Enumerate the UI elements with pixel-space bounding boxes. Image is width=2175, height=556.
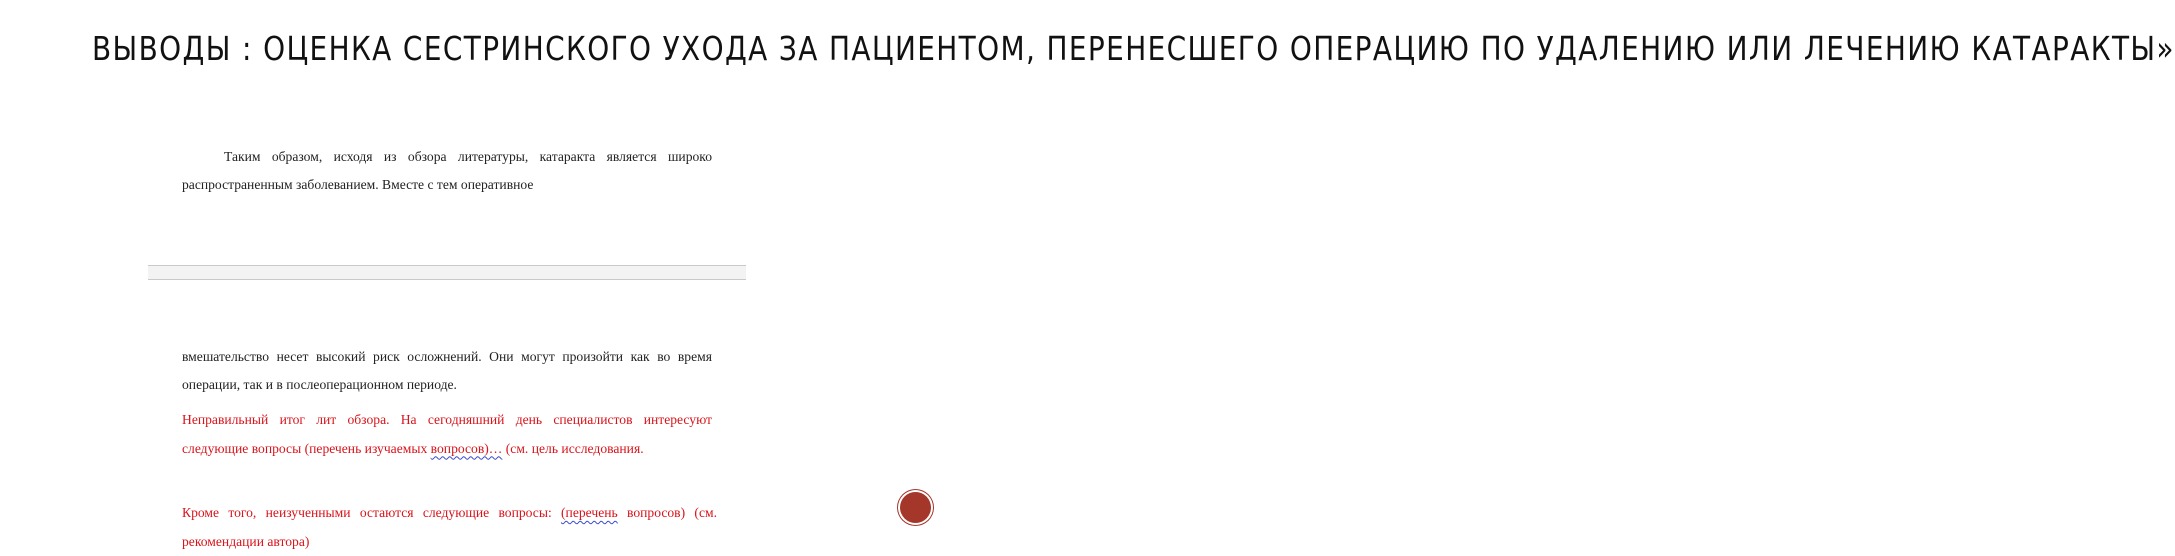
spellcheck-marked-text: (перечень [561, 505, 618, 520]
page-break-separator [148, 265, 746, 280]
document-paragraph-complications [182, 343, 712, 399]
paragraph-text: (см. цель исследования. [502, 440, 644, 456]
document-paragraph-conclusion [182, 143, 712, 199]
paragraph-text: Таким образом, исходя из обзора литературы, катаракта является широко распространенным заболеванием. Вместе с тем оперативное [182, 149, 712, 192]
slide-number-badge [900, 492, 931, 523]
review-comment-paragraph [182, 406, 712, 463]
paragraph-text: Неправильный итог лит обзора. На сегодняшний день специалистов интересуют следующие вопросы (перечень изучаемых [182, 412, 712, 456]
paragraph-text: Кроме того, неизученными остаются следующие вопросы: [182, 505, 562, 520]
slide-title: ВЫВОДЫ : ОЦЕНКА СЕСТРИНСКОГО УХОДА ЗА ПАЦИЕНТОМ, ПЕРЕНЕСШЕГО ОПЕРАЦИЮ ПО УДАЛЕНИЮ ИЛИ ЛЕЧЕНИЮ КАТАРАКТЫ» [92, 30, 2175, 68]
paragraph-text: вмешательство несет высокий риск осложнений. Они могут произойти как во время операции, так и в послеоперационном периоде. [182, 349, 712, 392]
review-comment-paragraph-2 [182, 499, 717, 556]
paragraph-text: вопросов) (см. рекомендации автора) [182, 505, 717, 549]
spellcheck-marked-text: вопросов)… [430, 440, 503, 456]
